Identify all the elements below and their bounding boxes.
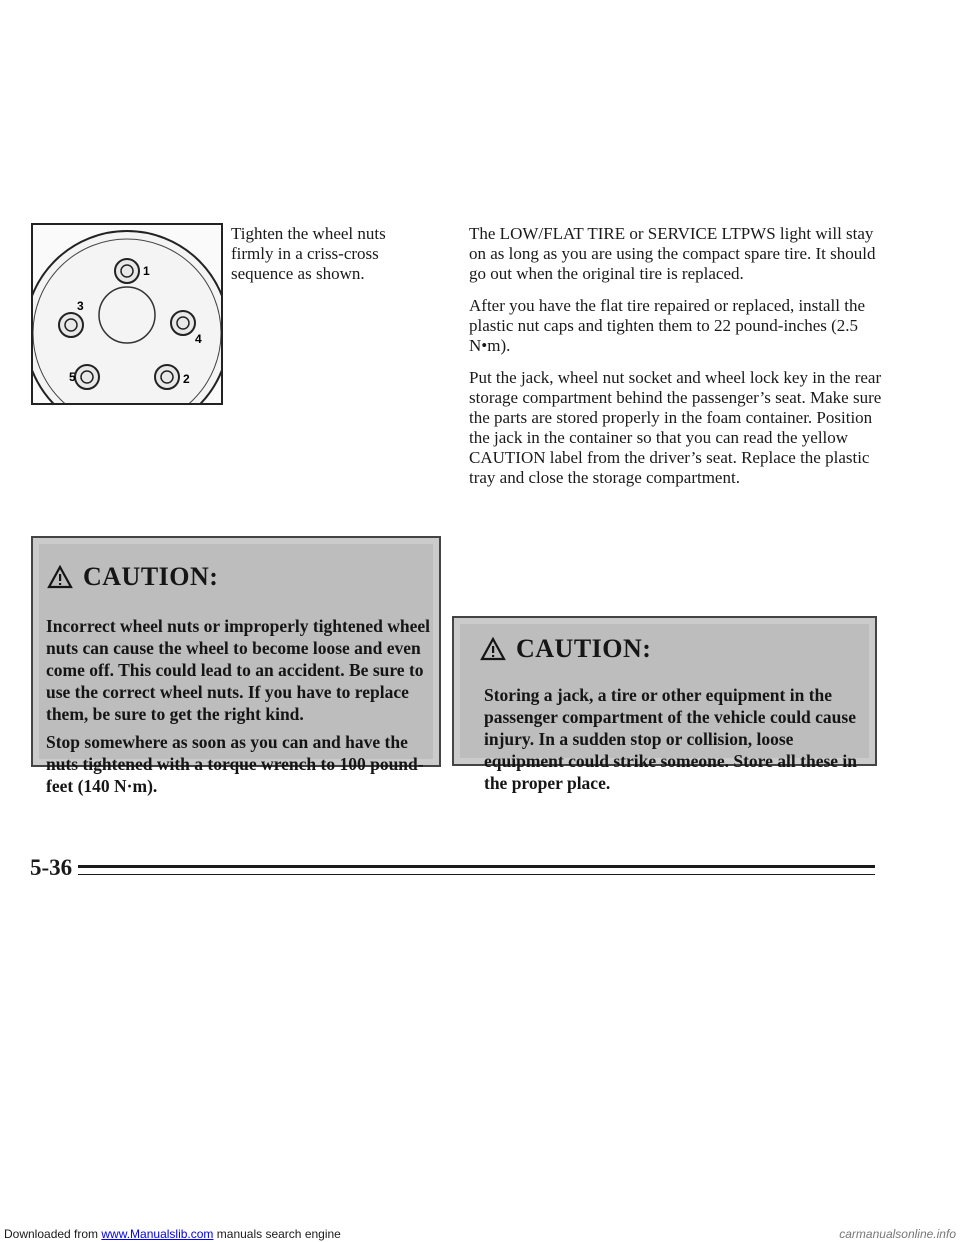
wheel-nut-diagram-svg [33, 225, 221, 403]
warning-triangle-icon [47, 565, 73, 589]
paragraph-storage: Put the jack, wheel nut socket and wheel lock key in the rear storage compartment behind the passenger’s seat. Make sure the parts are stored properly in the foam container. Position the jack in the container so that you can read the yellow CAUTION label from the driver’s seat. Replace the plastic tray and close the storage compartment. [469, 368, 882, 487]
intro-text: Tighten the wheel nuts firmly in a criss-cross sequence as shown. [231, 224, 386, 283]
caution-heading-text: CAUTION: [83, 562, 219, 591]
nut-label-1: 1 [143, 264, 150, 278]
caution-body [46, 615, 434, 803]
nut-label-3: 3 [77, 299, 84, 313]
paragraph-tire-light: The LOW/FLAT TIRE or SERVICE LTPWS light will stay on as long as you are using the compact spare tire. It should go out when the original tire is replaced. [469, 224, 876, 283]
caution-box-wheel-nuts [31, 536, 441, 796]
lug-nut-5 [75, 365, 99, 389]
right-column-text [469, 224, 894, 500]
nut-label-2: 2 [183, 372, 190, 386]
caution-heading-text: CAUTION: [516, 634, 652, 663]
manualslib-link[interactable]: www.Manualslib.com [101, 1227, 214, 1241]
download-footer [0, 1226, 960, 1242]
download-footer-left [4, 1226, 341, 1242]
nut-label-4: 4 [195, 332, 202, 346]
caution-paragraph: Stop somewhere as soon as you can and have the nuts tightened with a torque wrench to 100 pound-feet (140 N·m). [46, 732, 424, 796]
watermark-text: carmanualsonline.info [839, 1227, 956, 1241]
page-number: 5-36 [30, 855, 78, 881]
footer-prefix: Downloaded from [4, 1227, 102, 1241]
lug-nut-4 [171, 311, 195, 335]
lug-nut-3 [59, 313, 83, 337]
caution-body [484, 684, 864, 800]
warning-triangle-icon [480, 637, 506, 661]
caution-heading [47, 562, 218, 592]
paragraph-nut-caps: After you have the flat tire repaired or replaced, install the plastic nut caps and tighten them to 22 pound-inches (2.5 N•m). [469, 296, 866, 355]
wheel-nut-diagram [31, 223, 223, 405]
nut-label-5: 5 [69, 370, 76, 384]
lug-nut-2 [155, 365, 179, 389]
lug-nut-1 [115, 259, 139, 283]
footer-suffix: manuals search engine [213, 1227, 341, 1241]
caution-paragraph: Storing a jack, a tire or other equipment in the passenger compartment of the vehicle could cause injury. In a sudden stop or collision, loose equipment could strike someone. Store all these in the proper place. [484, 685, 858, 793]
caution-box-storage [452, 616, 877, 793]
caution-paragraph: Incorrect wheel nuts or improperly tightened wheel nuts can cause the wheel to become loose and even come off. This could lead to an accident. Be sure to use the correct wheel nuts. If you have to replace them, be sure to get the right kind. [46, 616, 430, 724]
footer-rule-thin [70, 874, 875, 875]
footer-rule [70, 865, 875, 868]
caution-heading [480, 634, 651, 664]
